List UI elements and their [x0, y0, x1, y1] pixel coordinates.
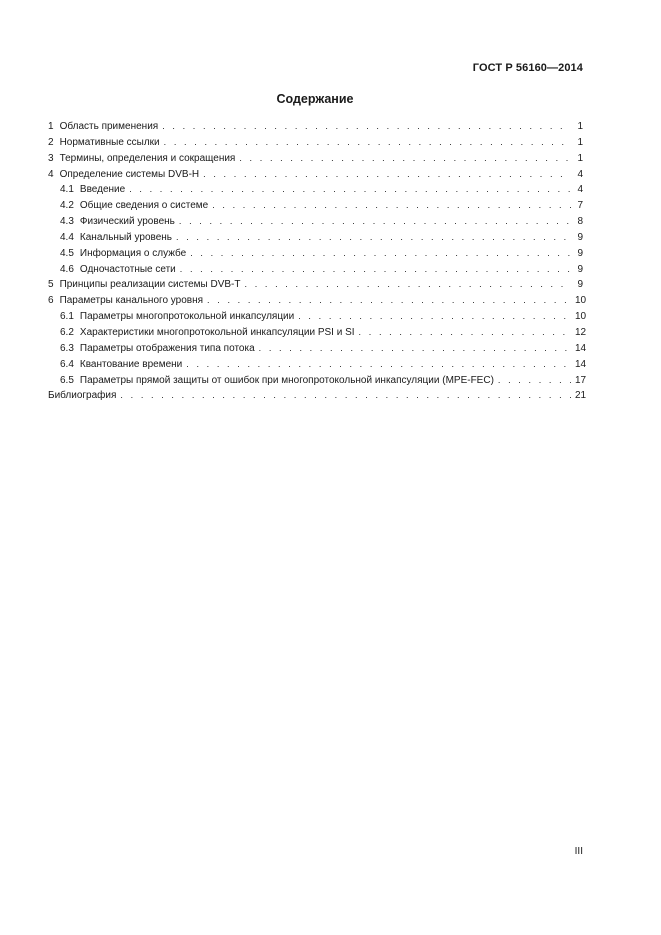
toc-entry-page: 10 [575, 295, 587, 307]
toc-entry-number: 3 [48, 152, 54, 164]
toc-entry-label: Библиография [48, 390, 117, 402]
toc-entry-label: Параметры прямой защиты от ошибок при многопротокольной инкапсуляции (MPE-FEC) [79, 374, 494, 386]
toc-entry [48, 214, 583, 230]
toc-entry-page: 10 [575, 311, 587, 323]
toc-leader-dots [259, 341, 571, 357]
toc-entry [48, 198, 583, 214]
toc-entry-label: Характеристики многопротокольной инкапсуляции PSI и SI [79, 326, 355, 338]
toc-entry-label: Физический уровень [79, 216, 175, 228]
toc-entry [48, 230, 583, 246]
toc-entry-number: 6.2 [60, 326, 74, 338]
toc-entry-label: Термины, определения и сокращения [59, 152, 236, 164]
toc-entry-number: 1 [48, 121, 54, 132]
table-of-contents [48, 119, 587, 404]
toc-leader-dots [180, 262, 571, 278]
toc-entry-page: 9 [577, 231, 583, 243]
toc-entry [48, 167, 583, 183]
toc-leader-dots [212, 198, 571, 214]
toc-entry-label: Одночастотные сети [79, 263, 176, 275]
toc-leader-dots [179, 214, 571, 230]
toc-entry [48, 151, 583, 167]
toc-entry [48, 373, 587, 389]
toc-entry-number: 4 [48, 168, 54, 180]
toc-entry-label: Введение [79, 184, 126, 196]
toc-entry-label: Параметры многопротокольной инкапсуляции [79, 311, 295, 323]
toc-entry-page: 12 [575, 326, 587, 338]
toc-entry-number: 4.4 [60, 231, 74, 243]
toc-entry-label: Квантование времени [79, 358, 183, 370]
toc-entry-page: 17 [575, 374, 587, 386]
toc-entry-number: 4.3 [60, 216, 74, 228]
toc-entry-label: Область применения [59, 121, 159, 132]
toc-entry-number: 4.1 [60, 184, 74, 196]
toc-entry-page: 7 [577, 200, 583, 212]
toc-entry-number: 6 [48, 295, 54, 307]
toc-entry-page: 14 [575, 342, 587, 354]
toc-entry-page: 4 [577, 168, 583, 180]
toc-leader-dots [298, 309, 571, 325]
toc-entry-number: 6.3 [60, 342, 74, 354]
toc-entry-page: 8 [577, 216, 583, 228]
toc-entry-page: 1 [577, 136, 583, 148]
toc-entry-number: 6.5 [60, 374, 74, 386]
toc-entry [48, 341, 587, 357]
toc-entry [48, 388, 587, 404]
toc-entry-label: Общие сведения о системе [79, 200, 209, 212]
toc-entry [48, 357, 587, 373]
toc-entry [48, 246, 583, 262]
toc-entry-page: 9 [577, 247, 583, 259]
toc-entry-number: 5 [48, 279, 54, 291]
toc-entry-number: 4.2 [60, 200, 74, 212]
toc-entry-number: 4.5 [60, 247, 74, 259]
toc-leader-dots [498, 373, 571, 389]
toc-entry [48, 277, 583, 293]
toc-entry-page: 9 [577, 279, 583, 291]
toc-leader-dots [164, 135, 571, 151]
toc-entry-page: 14 [575, 358, 587, 370]
toc-entry-page: 21 [575, 390, 587, 402]
toc-leader-dots [245, 277, 572, 293]
toc-leader-dots [207, 293, 571, 309]
toc-entry-label: Параметры канального уровня [59, 295, 204, 307]
toc-entry-number: 4.6 [60, 263, 74, 275]
toc-entry [48, 262, 583, 278]
toc-entry-number: 6.1 [60, 311, 74, 323]
toc-leader-dots [176, 230, 571, 246]
toc-entry [48, 182, 583, 198]
toc-entry-label: Информация о службе [79, 247, 187, 259]
toc-entry [48, 135, 583, 151]
toc-entry-page: 1 [577, 121, 583, 132]
toc-entry-page: 1 [577, 152, 583, 164]
toc-entry-number: 2 [48, 136, 54, 148]
toc-entry-page: 4 [577, 184, 583, 196]
toc-leader-dots [186, 357, 571, 373]
page-number: III [574, 846, 583, 857]
document-code: ГОСТ Р 56160—2014 [472, 62, 583, 74]
toc-entry-label: Принципы реализации системы DVB-T [59, 279, 241, 291]
toc-leader-dots [203, 167, 571, 183]
toc-leader-dots [239, 151, 571, 167]
toc-entry-label: Определение системы DVB-H [59, 168, 200, 180]
toc-title: Содержание [276, 92, 354, 106]
toc-entry-label: Канальный уровень [79, 231, 173, 243]
toc-leader-dots [359, 325, 571, 341]
toc-leader-dots [190, 246, 571, 262]
toc-entry [48, 325, 587, 341]
toc-entry-label: Параметры отображения типа потока [79, 342, 255, 354]
toc-entry-page: 9 [577, 263, 583, 275]
toc-entry [48, 293, 587, 309]
toc-entry-label: Нормативные ссылки [59, 136, 160, 148]
toc-leader-dots [120, 388, 571, 404]
toc-entry-number: 6.4 [60, 358, 74, 370]
toc-entry [48, 119, 583, 135]
toc-leader-dots [129, 182, 571, 198]
toc-leader-dots [162, 119, 571, 135]
toc-entry [48, 309, 587, 325]
